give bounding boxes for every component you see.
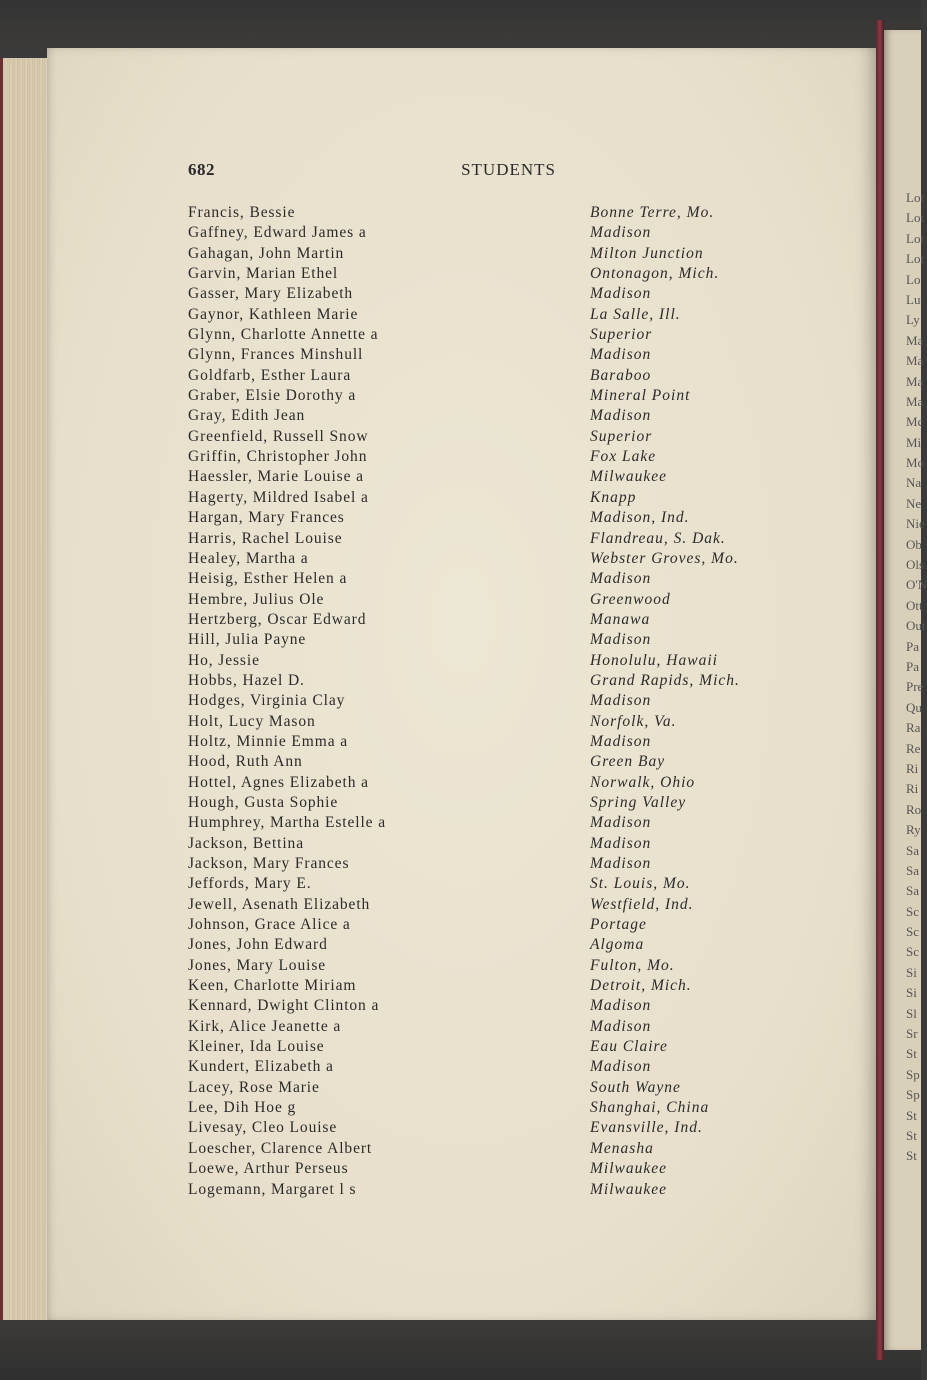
student-name: Gaffney, Edward James a	[188, 224, 367, 242]
student-name: Humphrey, Martha Estelle a	[188, 814, 387, 832]
student-hometown: Fox Lake	[590, 448, 657, 466]
facing-page-fragment: Sa	[906, 842, 919, 858]
student-row	[186, 591, 806, 611]
student-row	[186, 1099, 806, 1119]
page-number: 682	[188, 160, 215, 179]
facing-page-edge	[884, 30, 927, 1350]
student-name: Jones, Mary Louise	[188, 956, 327, 974]
student-hometown: Madison	[590, 692, 652, 710]
running-title: STUDENTS	[461, 160, 556, 179]
student-hometown: Flandreau, S. Dak.	[590, 529, 726, 547]
student-hometown: Madison	[590, 346, 652, 364]
student-name: Hodges, Virginia Clay	[188, 692, 346, 710]
student-row	[186, 407, 806, 427]
student-row	[186, 672, 806, 692]
student-row	[186, 957, 806, 977]
facing-page-fragment: Si	[906, 964, 917, 980]
student-hometown: St. Louis, Mo.	[590, 875, 691, 893]
facing-page-fragment: Sp	[906, 1066, 920, 1082]
student-row	[186, 306, 806, 326]
student-row	[186, 1140, 806, 1160]
student-hometown: Superior	[590, 326, 653, 344]
facing-page-fragment: Na	[906, 475, 922, 491]
student-name: Hottel, Agnes Elizabeth a	[188, 773, 369, 791]
student-row	[186, 855, 806, 875]
student-hometown: Milton Junction	[590, 244, 704, 262]
student-row	[186, 977, 806, 997]
student-hometown: South Wayne	[590, 1078, 681, 1096]
student-name: Glynn, Charlotte Annette a	[188, 326, 379, 344]
student-name: Hough, Gusta Sophie	[188, 793, 339, 811]
student-name: Graber, Elsie Dorothy a	[188, 387, 357, 405]
facing-page-fragment: Sl	[906, 1005, 917, 1021]
facing-page-fragment: Sr	[906, 1026, 918, 1042]
student-name: Jewell, Asenath Elizabeth	[188, 895, 371, 913]
facing-page-fragment: Qu	[906, 699, 922, 715]
student-hometown: Madison	[590, 997, 652, 1015]
facing-page-fragment: Ma	[906, 393, 924, 409]
student-row	[186, 326, 806, 346]
student-row	[186, 611, 806, 631]
student-name: Hill, Julia Payne	[188, 631, 307, 649]
facing-page-fragment: Ob	[906, 536, 922, 552]
student-name: Ho, Jessie	[188, 651, 260, 669]
student-name: Heisig, Esther Helen a	[188, 570, 348, 588]
student-row	[186, 448, 806, 468]
student-hometown: Madison	[590, 631, 652, 649]
student-row	[186, 713, 806, 733]
student-row	[186, 997, 806, 1017]
student-name: Kundert, Elizabeth a	[188, 1058, 334, 1076]
facing-page-fragment: Ry	[906, 822, 921, 838]
student-name: Hargan, Mary Frances	[188, 509, 345, 527]
facing-page-fragment: Lot	[906, 210, 925, 226]
student-name: Hembre, Julius Ole	[188, 590, 325, 608]
student-hometown: Fulton, Mo.	[590, 956, 675, 974]
facing-page-fragment: Ri	[906, 781, 919, 797]
student-hometown: Norwalk, Ohio	[590, 773, 696, 791]
student-hometown: Eau Claire	[590, 1038, 668, 1056]
student-name: Hertzberg, Oscar Edward	[188, 610, 367, 628]
student-name: Haessler, Marie Louise a	[188, 468, 364, 486]
facing-page-fragment: Pa	[906, 638, 919, 654]
facing-page-fragment: Ma	[906, 332, 924, 348]
student-name: Hood, Ruth Ann	[188, 753, 303, 771]
student-hometown: Detroit, Mich.	[590, 977, 692, 995]
student-row	[186, 774, 806, 794]
student-name: Greenfield, Russell Snow	[188, 427, 369, 445]
facing-page-fragment: O'N	[906, 577, 927, 593]
student-name: Loescher, Clarence Albert	[188, 1139, 373, 1157]
student-hometown: Spring Valley	[590, 793, 687, 811]
student-row	[186, 570, 806, 590]
student-row	[186, 1058, 806, 1078]
facing-page-fragment: Ols	[906, 557, 925, 573]
student-hometown: Honolulu, Hawaii	[590, 651, 718, 669]
scan-background-top	[0, 0, 921, 48]
student-hometown: Ontonagon, Mich.	[590, 265, 720, 283]
student-name: Jackson, Mary Frances	[188, 855, 350, 872]
student-name: Kennard, Dwight Clinton a	[188, 997, 380, 1015]
facing-page-fragment: Sa	[906, 862, 919, 878]
student-row	[186, 1018, 806, 1038]
student-hometown: Madison, Ind.	[590, 509, 690, 527]
student-row	[186, 936, 806, 956]
student-hometown: Milwaukee	[590, 1160, 668, 1178]
student-name: Jackson, Bettina	[188, 834, 304, 852]
student-name: Hobbs, Hazel D.	[188, 671, 305, 689]
student-row	[186, 489, 806, 509]
student-hometown: Grand Rapids, Mich.	[590, 671, 740, 689]
student-name: Jeffords, Mary E.	[188, 875, 312, 893]
facing-page-fragment: Ma	[906, 353, 924, 369]
student-name: Keen, Charlotte Miriam	[188, 977, 357, 995]
facing-page-fragment: Lot	[906, 230, 925, 246]
facing-page-fragment: Mi	[906, 434, 922, 450]
student-hometown: Madison	[590, 1058, 652, 1076]
student-row	[186, 692, 806, 712]
facing-page-fragment: St	[906, 1107, 917, 1123]
student-hometown: Madison	[590, 570, 652, 588]
student-hometown: Madison	[590, 855, 652, 872]
student-row	[186, 1038, 806, 1058]
student-hometown: Superior	[590, 427, 653, 445]
facing-page-fragment: St	[906, 1046, 917, 1062]
student-hometown: Webster Groves, Mo.	[590, 549, 739, 567]
student-row	[186, 1160, 806, 1180]
student-name: Garvin, Marian Ethel	[188, 265, 339, 283]
student-hometown: Evansville, Ind.	[590, 1119, 703, 1137]
student-row	[186, 835, 806, 855]
student-name: Gahagan, John Martin	[188, 244, 345, 262]
student-row	[186, 245, 806, 265]
student-name: Holt, Lucy Mason	[188, 712, 316, 730]
student-list	[186, 204, 806, 1201]
student-row	[186, 652, 806, 672]
student-row	[186, 204, 806, 224]
student-name: Holtz, Minnie Emma a	[188, 732, 349, 750]
student-hometown: Green Bay	[590, 753, 666, 771]
facing-page-fragment: Sc	[906, 944, 919, 960]
student-row	[186, 428, 806, 448]
student-name: Harris, Rachel Louise	[188, 529, 343, 547]
student-hometown: Madison	[590, 407, 652, 425]
facing-page-fragment: Pa	[906, 658, 919, 674]
student-name: Kleiner, Ida Louise	[188, 1038, 325, 1056]
student-row	[186, 468, 806, 488]
facing-page-fragment: Lo	[906, 271, 921, 287]
student-name: Francis, Bessie	[188, 204, 296, 221]
facing-page-fragment: Ra	[906, 720, 921, 736]
student-name: Loewe, Arthur Perseus	[188, 1160, 349, 1178]
facing-page-fragments	[884, 188, 927, 1167]
student-hometown: Madison	[590, 732, 652, 750]
student-hometown: Algoma	[590, 936, 645, 954]
student-name: Griffin, Christopher John	[188, 448, 368, 466]
student-hometown: Mineral Point	[590, 387, 691, 405]
student-row	[186, 814, 806, 834]
facing-page-fragment: Sp	[906, 1087, 920, 1103]
facing-page-fragment: Mo	[906, 455, 925, 471]
student-row	[186, 285, 806, 305]
student-name: Glynn, Frances Minshull	[188, 346, 364, 364]
facing-page-fragment: Ri	[906, 760, 919, 776]
student-hometown: Madison	[590, 834, 652, 852]
facing-page-fragment: Si	[906, 985, 917, 1001]
student-name: Johnson, Grace Alice a	[188, 916, 351, 934]
facing-page-fragment: St	[906, 1148, 917, 1164]
facing-page-fragment: St	[906, 1127, 917, 1143]
student-hometown: Shanghai, China	[590, 1099, 710, 1117]
student-row	[186, 794, 806, 814]
student-name: Logemann, Margaret l s	[188, 1180, 357, 1198]
facing-page-fragment: Ly	[906, 312, 920, 328]
student-row	[186, 631, 806, 651]
student-name: Goldfarb, Esther Laura	[188, 366, 352, 384]
student-hometown: Portage	[590, 916, 647, 934]
facing-page-fragment: Lot	[906, 251, 925, 267]
facing-page-fragment: Ro	[906, 801, 922, 817]
student-hometown: Greenwood	[590, 590, 671, 608]
facing-page-fragment: Lot	[906, 190, 925, 205]
student-row	[186, 1079, 806, 1099]
student-name: Livesay, Cleo Louise	[188, 1119, 338, 1137]
student-hometown: Westfield, Ind.	[590, 895, 694, 913]
student-name: Kirk, Alice Jeanette a	[188, 1017, 342, 1035]
student-name: Lee, Dih Hoe g	[188, 1099, 297, 1117]
student-row	[186, 1181, 806, 1201]
student-name: Healey, Martha a	[188, 549, 309, 567]
facing-page-fragment: Mc	[906, 414, 924, 430]
student-row	[186, 367, 806, 387]
facing-page-fragment: Pre	[906, 679, 924, 695]
student-row	[186, 387, 806, 407]
student-hometown: Madison	[590, 814, 652, 832]
student-row	[186, 916, 806, 936]
student-row	[186, 530, 806, 550]
student-row	[186, 875, 806, 895]
facing-page-fragment: Re	[906, 740, 921, 756]
student-hometown: Manawa	[590, 610, 651, 628]
student-name: Gasser, Mary Elizabeth	[188, 285, 354, 303]
student-row	[186, 753, 806, 773]
facing-page-fragment: Ott	[906, 597, 923, 613]
book-page-edges	[0, 58, 51, 1320]
student-hometown: Milwaukee	[590, 468, 668, 486]
student-row	[186, 509, 806, 529]
book-binding	[876, 20, 884, 1360]
scan-background-bottom	[0, 1318, 921, 1380]
facing-page-fragment: Sc	[906, 903, 919, 919]
facing-page-fragment: Out	[906, 618, 926, 634]
student-row	[186, 346, 806, 366]
student-hometown: Madison	[590, 224, 652, 242]
student-hometown: Milwaukee	[590, 1180, 668, 1198]
student-row	[186, 550, 806, 570]
student-row	[186, 224, 806, 244]
facing-page-fragment: Ma	[906, 373, 924, 389]
student-hometown: Madison	[590, 285, 652, 303]
student-hometown: Norfolk, Va.	[590, 712, 677, 730]
student-hometown: Baraboo	[590, 366, 652, 384]
student-row	[186, 265, 806, 285]
student-row	[186, 733, 806, 753]
student-name: Hagerty, Mildred Isabel a	[188, 488, 369, 506]
student-hometown: Madison	[590, 1017, 652, 1035]
student-hometown: La Salle, Ill.	[590, 305, 681, 323]
student-name: Lacey, Rose Marie	[188, 1078, 320, 1096]
facing-page-fragment: Sa	[906, 883, 919, 899]
facing-page-fragment: Sc	[906, 924, 919, 940]
student-hometown: Menasha	[590, 1139, 654, 1157]
student-row	[186, 896, 806, 916]
student-name: Jones, John Edward	[188, 936, 328, 954]
student-name: Gaynor, Kathleen Marie	[188, 305, 359, 323]
student-hometown: Knapp	[590, 488, 637, 506]
student-name: Gray, Edith Jean	[188, 407, 306, 425]
student-hometown: Bonne Terre, Mo.	[590, 204, 715, 221]
student-row	[186, 1119, 806, 1139]
facing-page-fragment: Nie	[906, 516, 925, 532]
facing-page-fragment: Ne	[906, 495, 922, 511]
facing-page-fragment: Lu	[906, 291, 921, 307]
